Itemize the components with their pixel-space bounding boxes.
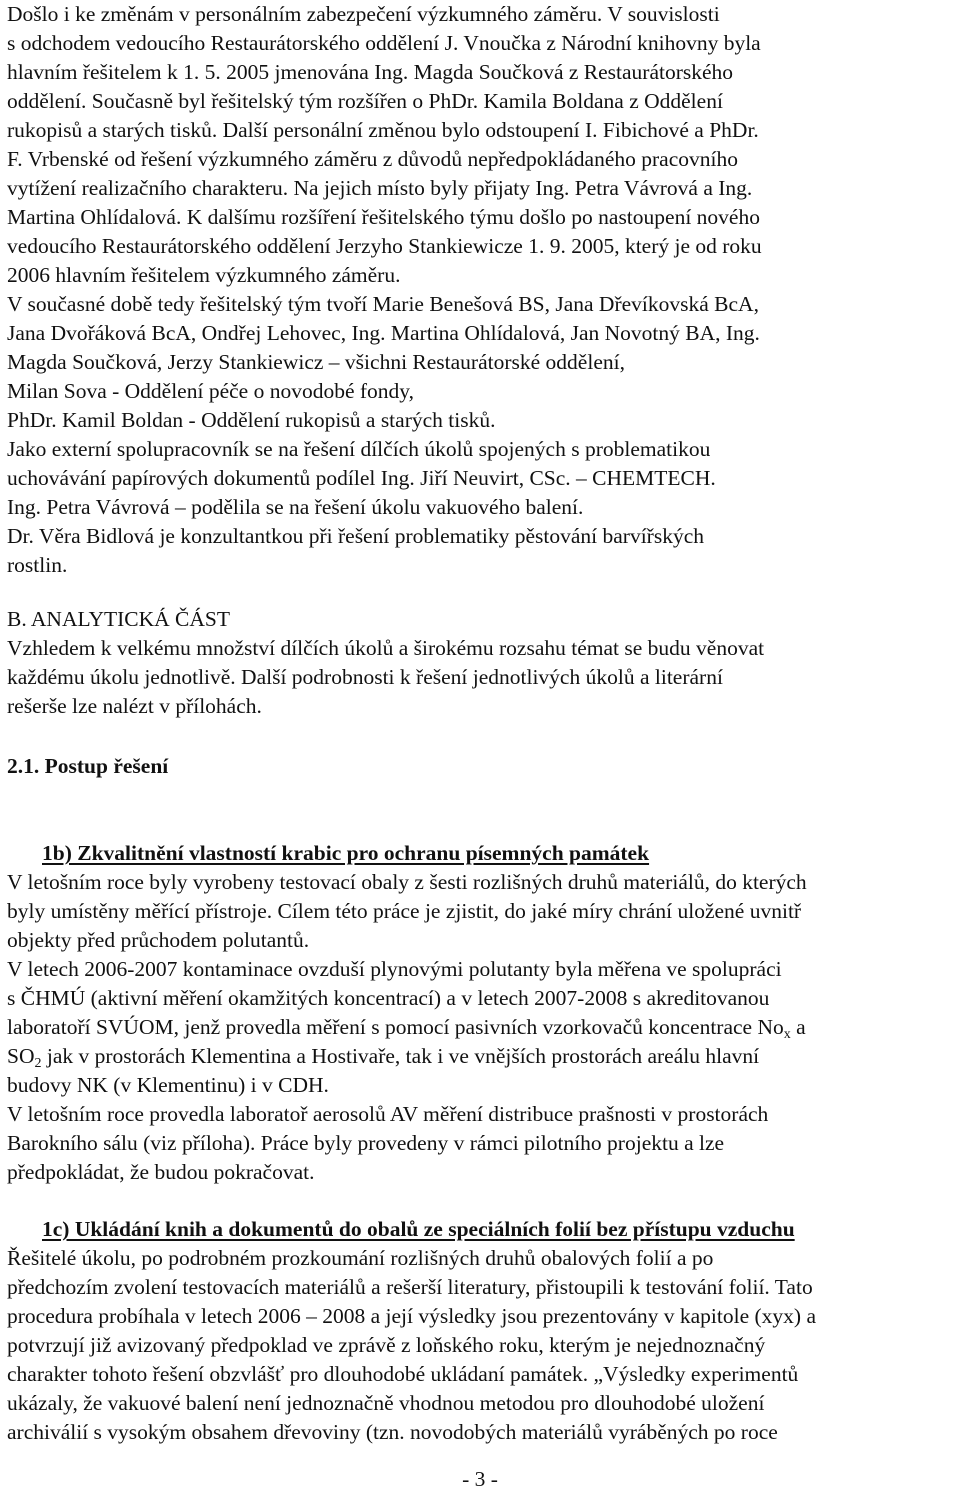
text-segment: laboratoří SVÚOM, jenž provedla měření s pomocí pasivních vzorkovačů koncentrace No (7, 1015, 784, 1039)
section-heading: B. ANALYTICKÁ ČÁST (7, 607, 231, 631)
text-line: archiválií s vysokým obsahem dřevoviny (tzn. novodobých materiálů vyráběných po roce (7, 1420, 778, 1444)
text-line: předpokládat, že budou pokračovat. (7, 1160, 315, 1184)
text-line: hlavním řešitelem k 1. 5. 2005 jmenována Ing. Magda Součková z Restaurátorského (7, 60, 734, 84)
text-line: oddělení. Současně byl řešitelský tým rozšířen o PhDr. Kamila Boldana z Oddělení (7, 89, 723, 113)
text-line: vytížení realizačního charakteru. Na jejich místo byly přijaty Ing. Petra Vávrová a Ing. (7, 176, 753, 200)
text-line: Jako externí spolupracovník se na řešení dílčích úkolů spojených s problematikou (7, 437, 711, 461)
text-line: Magda Součková, Jerzy Stankiewicz – všichni Restaurátorské oddělení, (7, 350, 625, 374)
task-heading-1b: 1b) Zkvalitnění vlastností krabic pro ochranu písemných památek (42, 841, 650, 865)
text-line: budovy NK (v Klementinu) i v CDH. (7, 1073, 329, 1097)
text-line: rešerše lze nalézt v přílohách. (7, 694, 262, 718)
page-number: - 3 - (462, 1467, 498, 1491)
text-line: předchozím zvolení testovacích materiálů a rešerší literatury, přistoupili k testování folií. Tato (7, 1275, 813, 1299)
text-line: V letech 2006-2007 kontaminace ovzduší plynovými polutanty byla měřena ve spolupráci (7, 957, 782, 981)
task-heading-1c: 1c) Ukládání knih a dokumentů do obalů ze speciálních folií bez přístupu vzduchu (42, 1217, 795, 1241)
text-line: procedura probíhala v letech 2006 – 2008 a její výsledky jsou prezentovány v kapitole (xyx) a (7, 1304, 816, 1328)
text-segment: a (790, 1015, 806, 1039)
subsection-heading: 2.1. Postup řešení (7, 754, 169, 778)
text-line: rukopisů a starých tisků. Další personální změnou bylo odstoupení I. Fibichové a PhDr. (7, 118, 759, 142)
text-line: uchovávání papírových dokumentů podílel Ing. Jiří Neuvirt, CSc. – CHEMTECH. (7, 466, 716, 490)
text-line: každému úkolu jednotlivě. Další podrobnosti k řešení jednotlivých úkolů a literární (7, 665, 723, 689)
text-segment: jak v prostorách Klementina a Hostivaře, tak i ve vnějších prostorách areálu hlavní (41, 1044, 760, 1068)
subscript: 2 (34, 1056, 42, 1071)
text-line: s ČHMÚ (aktivní měření okamžitých koncentrací) a v letech 2007-2008 s akreditovanou (7, 986, 770, 1010)
text-line: Ing. Petra Vávrová – podělila se na řešení úkolu vakuového balení. (7, 495, 584, 519)
text-line (7, 1042, 759, 1071)
text-line: Jana Dvořáková BcA, Ondřej Lehovec, Ing. Martina Ohlídalová, Jan Novotný BA, Ing. (7, 321, 760, 345)
text-line: V letošním roce byly vyrobeny testovací obaly z šesti rozlišných druhů materiálů, do kterých (7, 870, 807, 894)
subscript: x (783, 1027, 791, 1042)
text-line: objekty před průchodem polutantů. (7, 928, 310, 952)
text-line: Martina Ohlídalová. K dalšímu rozšíření řešitelského týmu došlo po nastoupení nového (7, 205, 760, 229)
text-line: potvrzují již avizovaný předpoklad ve zprávě z loňského roku, kterým je nejednoznačný (7, 1333, 766, 1357)
text-line: F. Vrbenské od řešení výzkumného záměru z důvodů nepředpokládaného pracovního (7, 147, 738, 171)
text-line: Řešitelé úkolu, po podrobném prozkoumání rozlišných druhů obalových folií a po (7, 1246, 714, 1270)
text-line (7, 1013, 806, 1042)
text-line: s odchodem vedoucího Restaurátorského oddělení J. Vnoučka z Národní knihovny byla (7, 31, 761, 55)
text-line: vedoucího Restaurátorského oddělení Jerzyho Stankiewicze 1. 9. 2005, který je od roku (7, 234, 762, 258)
text-line: Barokního sálu (viz příloha). Práce byly provedeny v rámci pilotního projektu a lze (7, 1131, 725, 1155)
text-line: PhDr. Kamil Boldan - Oddělení rukopisů a starých tisků. (7, 408, 496, 432)
text-line: V současné době tedy řešitelský tým tvoří Marie Benešová BS, Jana Dřevíkovská BcA, (7, 292, 759, 316)
text-segment: SO (7, 1044, 35, 1068)
text-line: Dr. Věra Bidlová je konzultantkou při řešení problematiky pěstování barvířských (7, 524, 704, 548)
text-line: Vzhledem k velkému množství dílčích úkolů a širokému rozsahu témat se budu věnovat (7, 636, 765, 660)
text-line: byly umístěny měřící přístroje. Cílem této práce je zjistit, do jaké míry chrání uložené uvnitř (7, 899, 802, 923)
text-line: 2006 hlavním řešitelem výzkumného záměru. (7, 263, 401, 287)
text-line: ukázaly, že vakuové balení není jednoznačně vhodnou metodou pro dlouhodobé uložení (7, 1391, 765, 1415)
text-line: Milan Sova - Oddělení péče o novodobé fondy, (7, 379, 415, 403)
text-line: Došlo i ke změnám v personálním zabezpečení výzkumného záměru. V souvislosti (7, 2, 720, 26)
text-line: V letošním roce provedla laboratoř aerosolů AV měření distribuce prašnosti v prostorách (7, 1102, 769, 1126)
text-line: rostlin. (7, 553, 68, 577)
text-line: charakter tohoto řešení obzvlášť pro dlouhodobé ukládaní památek. „Výsledky experimentů (7, 1362, 799, 1386)
